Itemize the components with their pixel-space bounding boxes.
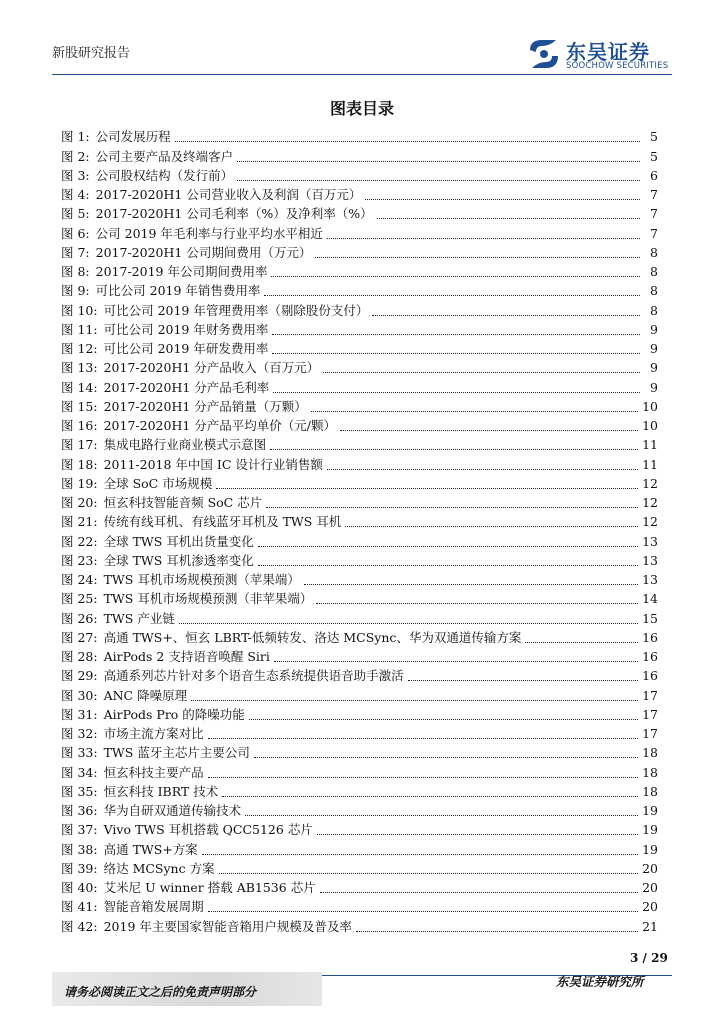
toc-entry-leader — [377, 218, 640, 219]
toc-entry-leader — [525, 642, 638, 643]
toc-entry-number: 图 5: — [61, 206, 90, 222]
toc-entry[interactable] — [61, 530, 658, 549]
toc-entry-page: 10 — [642, 398, 658, 414]
toc-entry-page: 12 — [642, 475, 658, 491]
toc-entry[interactable] — [61, 261, 658, 280]
toc-entry-page: 17 — [642, 687, 658, 703]
toc-entry-page: 8 — [650, 302, 658, 318]
toc-entry-number: 图 39: — [61, 860, 98, 876]
toc-entry-title: 恒玄科技智能音频 SoC 芯片 — [103, 495, 263, 510]
toc-entry-title: 公司发展历程 — [95, 129, 171, 145]
toc-entry-title: AirPods Pro 的降噪功能 — [103, 706, 245, 722]
toc-entry-title: 络达 MCSync 方案 — [103, 860, 215, 876]
toc-entry-leader — [320, 892, 638, 893]
toc-entry[interactable] — [61, 280, 658, 299]
toc-entry-title: 智能音箱发展周期 — [103, 899, 204, 915]
toc-entry[interactable] — [61, 627, 658, 646]
toc-entry[interactable] — [61, 338, 658, 357]
toc-entry-title: 2017-2020H1 分产品收入（百万元） — [103, 360, 320, 376]
toc-entry-title: ANC 降噪原理 — [103, 687, 188, 703]
toc-entry-leader — [274, 661, 638, 662]
toc-entry[interactable] — [61, 761, 658, 780]
toc-entry-number: 图 19: — [61, 475, 98, 491]
report-type-label: 新股研究报告 — [52, 46, 131, 61]
toc-entry-title: AirPods 2 支持语音唤醒 Siri — [103, 649, 270, 664]
toc-entry-page: 16 — [642, 668, 658, 684]
toc-entry[interactable] — [61, 588, 658, 607]
logo-text-cn: 东吴证券 — [566, 40, 650, 64]
toc-entry[interactable] — [61, 896, 658, 915]
toc-entry[interactable] — [61, 492, 658, 511]
toc-entry-number: 图 16: — [61, 418, 98, 433]
toc-entry-leader — [258, 546, 638, 547]
toc-entry[interactable] — [61, 222, 658, 241]
toc-entry[interactable] — [61, 781, 658, 800]
toc-entry-number: 图 26: — [61, 610, 98, 626]
toc-entry-leader — [327, 469, 638, 470]
toc-entry-leader — [273, 392, 640, 393]
toc-entry[interactable] — [61, 646, 658, 665]
toc-entry-title: 可比公司 2019 年销售费用率 — [95, 283, 261, 299]
toc-entry[interactable] — [61, 299, 658, 318]
toc-entry[interactable] — [61, 453, 658, 472]
toc-entry-page: 15 — [642, 610, 658, 626]
toc-entry-leader — [345, 526, 638, 527]
toc-entry-leader — [315, 257, 640, 258]
toc-entry[interactable] — [61, 838, 658, 857]
toc-entry-title: 2017-2020H1 公司期间费用（万元） — [95, 244, 312, 260]
toc-entry-number: 图 30: — [61, 687, 98, 703]
toc-entry-page: 7 — [650, 206, 658, 222]
toc-entry[interactable] — [61, 396, 658, 415]
toc-entry-page: 13 — [642, 533, 658, 549]
toc-entry-number: 图 15: — [61, 398, 98, 414]
toc-entry-leader — [208, 911, 638, 912]
toc-entry-number: 图 28: — [61, 649, 98, 664]
toc-entry-leader — [356, 931, 638, 932]
toc-entry-title: 高通 TWS+、恒玄 LBRT-低频转发、洛达 MCSync、华为双通道传输方案 — [103, 629, 522, 645]
toc-entry[interactable] — [61, 415, 658, 434]
toc-entry-title: 全球 TWS 耳机出货量变化 — [103, 533, 254, 549]
toc-entry-leader — [216, 488, 638, 489]
toc-entry-title: 高通系列芯片针对多个语音生态系统提供语音助手激活 — [103, 668, 404, 684]
toc-entry-page: 21 — [642, 918, 658, 934]
toc-entry-number: 图 17: — [61, 437, 98, 453]
toc-entry-leader — [254, 757, 638, 758]
toc-entry-page: 19 — [642, 803, 658, 818]
toc-entry-title: TWS 耳机市场规模预测（苹果端） — [103, 572, 300, 587]
disclaimer-notice: 请务必阅读正文之后的免责声明部分 — [64, 985, 257, 999]
toc-entry-leader — [191, 700, 638, 701]
toc-entry-leader — [311, 411, 638, 412]
toc-entry[interactable] — [61, 819, 658, 838]
toc-entry-number: 图 25: — [61, 591, 98, 607]
toc-entry-title: 可比公司 2019 年研发费用率 — [103, 341, 269, 356]
toc-entry-page: 8 — [650, 244, 658, 260]
figure-list — [61, 126, 658, 935]
toc-entry-title: 传统有线耳机、有线蓝牙耳机及 TWS 耳机 — [103, 514, 342, 530]
toc-entry-leader — [219, 873, 639, 874]
toc-entry-leader — [340, 430, 638, 431]
toc-entry-title: 集成电路行业商业模式示意图 — [103, 437, 267, 453]
toc-entry-title: 市场主流方案对比 — [103, 726, 204, 741]
toc-entry-leader — [208, 777, 638, 778]
page-title: 图表目录 — [329, 99, 394, 118]
toc-entry-title: 2019 年主要国家智能音箱用户规模及普及率 — [103, 918, 352, 934]
toc-entry[interactable] — [61, 203, 658, 222]
toc-entry-page: 14 — [642, 591, 658, 607]
toc-entry-number: 图 27: — [61, 629, 98, 645]
toc-entry-page: 7 — [650, 187, 658, 202]
toc-entry-page: 12 — [642, 514, 658, 530]
toc-entry-number: 图 1: — [61, 129, 90, 145]
toc-entry-page: 5 — [650, 129, 658, 145]
toc-entry-leader — [271, 276, 640, 277]
toc-entry-number: 图 7: — [61, 244, 90, 260]
toc-entry-leader — [365, 199, 640, 200]
toc-entry-title: 2017-2020H1 公司营业收入及利润（百万元） — [95, 187, 362, 202]
toc-entry-leader — [272, 334, 640, 335]
toc-entry-page: 9 — [650, 321, 658, 337]
toc-entry-leader — [304, 584, 638, 585]
toc-entry-number: 图 24: — [61, 572, 98, 587]
toc-entry-page: 6 — [650, 167, 658, 183]
toc-entry-number: 图 14: — [61, 379, 98, 395]
toc-entry-leader — [222, 796, 638, 797]
toc-entry[interactable] — [61, 915, 658, 934]
toc-entry-leader — [258, 565, 638, 566]
toc-entry[interactable] — [61, 800, 658, 819]
toc-entry[interactable] — [61, 723, 658, 742]
toc-entry-number: 图 37: — [61, 822, 98, 838]
toc-entry[interactable] — [61, 858, 658, 877]
company-logo — [526, 36, 686, 74]
toc-entry[interactable] — [61, 357, 658, 376]
toc-entry[interactable] — [61, 376, 658, 395]
toc-entry-title: 艾米尼 U winner 搭载 AB1536 芯片 — [103, 880, 316, 895]
toc-entry-page: 19 — [642, 841, 658, 857]
toc-entry-title: 全球 SoC 市场规模 — [103, 475, 213, 491]
toc-entry-title: 2017-2020H1 分产品毛利率 — [103, 379, 270, 395]
toc-entry-page: 20 — [642, 880, 658, 895]
toc-entry-number: 图 31: — [61, 706, 98, 722]
toc-entry-number: 图 42: — [61, 918, 98, 934]
toc-entry-page: 10 — [642, 418, 658, 433]
toc-entry-number: 图 23: — [61, 552, 98, 568]
toc-entry-leader — [208, 738, 638, 739]
toc-entry-title: 公司 2019 年毛利率与行业平均水平相近 — [95, 225, 323, 241]
toc-entry-title: 可比公司 2019 年管理费用率（剔除股份支付） — [103, 302, 369, 318]
toc-entry-title: 公司股权结构（发行前） — [95, 167, 234, 183]
toc-entry-number: 图 3: — [61, 167, 90, 183]
toc-entry-page: 20 — [642, 860, 658, 876]
toc-entry-number: 图 2: — [61, 148, 90, 164]
toc-entry-title: 2017-2020H1 公司毛利率（%）及净利率（%） — [95, 206, 373, 222]
page-number: 3 / 29 — [630, 951, 668, 965]
toc-entry-leader — [175, 141, 640, 142]
toc-entry-leader — [327, 238, 640, 239]
toc-entry-number: 图 9: — [61, 283, 90, 299]
toc-entry-number: 图 29: — [61, 668, 98, 684]
toc-entry-number: 图 20: — [61, 495, 98, 510]
toc-entry-number: 图 32: — [61, 726, 98, 741]
toc-entry-number: 图 4: — [61, 187, 90, 202]
toc-entry-page: 18 — [642, 764, 658, 780]
toc-entry-leader — [202, 854, 638, 855]
toc-entry-number: 图 35: — [61, 783, 98, 799]
toc-entry-number: 图 8: — [61, 264, 90, 279]
toc-entry-title: 2011-2018 年中国 IC 设计行业销售额 — [103, 456, 323, 472]
toc-entry-page: 18 — [642, 783, 658, 799]
toc-entry[interactable] — [61, 473, 658, 492]
toc-entry-title: 2017-2020H1 分产品平均单价（元/颗） — [103, 418, 336, 433]
toc-entry-page: 18 — [642, 745, 658, 761]
toc-entry[interactable] — [61, 165, 658, 184]
toc-entry-leader — [323, 372, 640, 373]
toc-entry-leader — [372, 315, 640, 316]
toc-entry-leader — [317, 834, 638, 835]
toc-entry-number: 图 11: — [61, 321, 98, 337]
toc-entry[interactable] — [61, 184, 658, 203]
toc-entry-leader — [272, 353, 640, 354]
toc-entry-title: 全球 TWS 耳机渗透率变化 — [103, 552, 254, 568]
toc-entry-leader — [316, 603, 638, 604]
toc-entry-title: 恒玄科技 IBRT 技术 — [103, 783, 219, 799]
toc-entry-page: 9 — [650, 341, 658, 356]
toc-entry-leader — [237, 161, 640, 162]
toc-entry-page: 8 — [650, 283, 658, 299]
toc-entry-page: 8 — [650, 264, 658, 279]
toc-entry-title: TWS 蓝牙主芯片主要公司 — [103, 745, 250, 761]
toc-entry[interactable] — [61, 742, 658, 761]
toc-entry-number: 图 21: — [61, 514, 98, 530]
toc-entry-page: 11 — [642, 456, 658, 472]
toc-entry-number: 图 38: — [61, 841, 98, 857]
toc-entry-number: 图 10: — [61, 302, 98, 318]
toc-entry-leader — [245, 815, 638, 816]
toc-entry-page: 7 — [650, 225, 658, 241]
toc-entry-leader — [408, 680, 638, 681]
toc-entry-title: 2017-2020H1 分产品销量（万颗） — [103, 398, 307, 414]
toc-entry-page: 13 — [642, 552, 658, 568]
toc-entry-number: 图 6: — [61, 225, 90, 241]
toc-entry-number: 图 12: — [61, 341, 98, 356]
toc-entry-page: 13 — [642, 572, 658, 587]
toc-entry-number: 图 36: — [61, 803, 98, 818]
toc-entry-leader — [266, 507, 638, 508]
toc-entry-leader — [179, 623, 638, 624]
toc-entry[interactable] — [61, 550, 658, 569]
toc-entry-page: 17 — [642, 706, 658, 722]
toc-entry[interactable] — [61, 665, 658, 684]
toc-entry-leader — [264, 295, 640, 296]
toc-entry[interactable] — [61, 242, 658, 261]
toc-entry-page: 11 — [642, 437, 658, 453]
toc-entry-page: 12 — [642, 495, 658, 510]
toc-entry[interactable] — [61, 607, 658, 626]
toc-entry-number: 图 40: — [61, 880, 98, 895]
toc-entry-number: 图 41: — [61, 899, 98, 915]
toc-entry[interactable] — [61, 126, 658, 145]
toc-entry-page: 16 — [642, 649, 658, 664]
institute-name: 东吴证券研究所 — [556, 974, 644, 989]
toc-entry-leader — [270, 449, 638, 450]
toc-entry-number: 图 22: — [61, 533, 98, 549]
scs-logo-icon — [526, 36, 562, 72]
toc-entry-title: 公司主要产品及终端客户 — [95, 148, 234, 164]
toc-entry-page: 9 — [650, 379, 658, 395]
toc-entry-page: 9 — [650, 360, 658, 376]
toc-entry-page: 19 — [642, 822, 658, 838]
toc-entry-number: 图 33: — [61, 745, 98, 761]
toc-entry-title: TWS 耳机市场规模预测（非苹果端） — [103, 591, 313, 607]
toc-entry-number: 图 34: — [61, 764, 98, 780]
logo-text-en: SOOCHOW SECURITIES — [566, 61, 669, 71]
toc-entry-page: 17 — [642, 726, 658, 741]
toc-entry[interactable] — [61, 569, 658, 588]
toc-entry-title: 恒玄科技主要产品 — [103, 764, 204, 780]
toc-entry-title: Vivo TWS 耳机搭载 QCC5126 芯片 — [103, 822, 313, 838]
toc-entry[interactable] — [61, 704, 658, 723]
toc-entry-number: 图 18: — [61, 456, 98, 472]
toc-entry-title: 高通 TWS+方案 — [103, 841, 198, 857]
toc-entry-title: 2017-2019 年公司期间费用率 — [95, 264, 268, 279]
toc-entry[interactable] — [61, 319, 658, 338]
toc-entry[interactable] — [61, 684, 658, 703]
toc-entry-title: 华为自研双通道传输技术 — [103, 803, 242, 818]
toc-entry-leader — [249, 719, 638, 720]
toc-entry[interactable] — [61, 434, 658, 453]
toc-entry-page: 20 — [642, 899, 658, 915]
toc-entry-title: 可比公司 2019 年财务费用率 — [103, 321, 269, 337]
toc-entry-page: 16 — [642, 629, 658, 645]
toc-entry[interactable] — [61, 145, 658, 164]
toc-entry[interactable] — [61, 511, 658, 530]
toc-entry-leader — [237, 180, 640, 181]
header-divider — [52, 74, 672, 75]
toc-entry-page: 5 — [650, 148, 658, 164]
toc-entry[interactable] — [61, 877, 658, 896]
toc-entry-title: TWS 产业链 — [103, 610, 175, 626]
toc-entry-number: 图 13: — [61, 360, 98, 376]
